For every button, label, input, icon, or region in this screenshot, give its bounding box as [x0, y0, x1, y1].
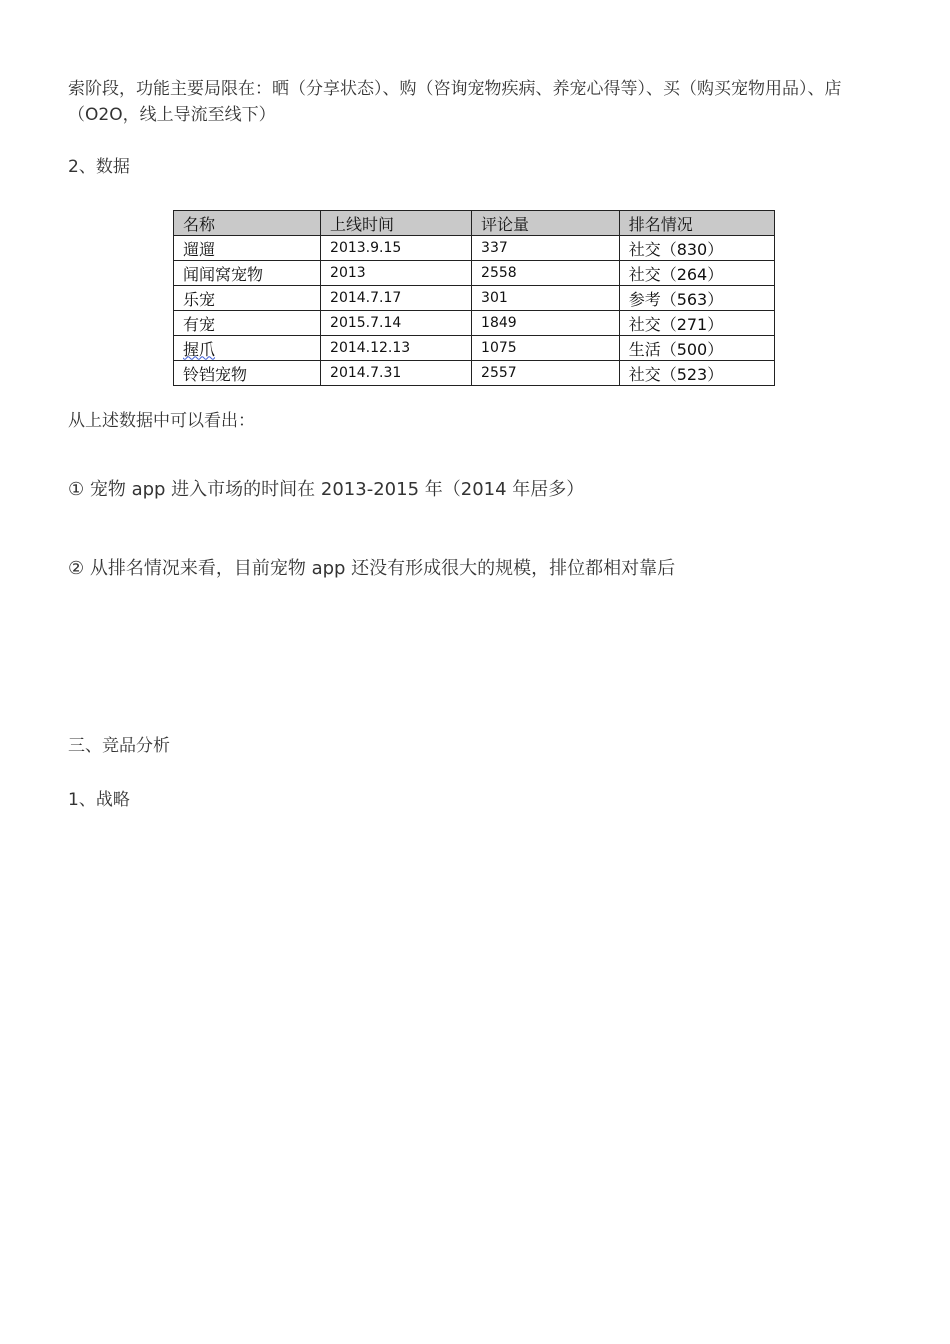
section-3-heading: 三、竞品分析: [68, 736, 170, 756]
observation-point-2: ② 从排名情况来看，目前宠物 app 还没有形成很大的规模，排位都相对靠后: [68, 558, 676, 579]
cell-ranking: 社交（523）: [619, 361, 774, 386]
table-row: [174, 311, 775, 336]
header-review-count: 评论量: [472, 211, 620, 236]
table-row: [174, 261, 775, 286]
cell-ranking: 社交（264）: [619, 261, 774, 286]
strategy-heading: 1、战略: [68, 790, 130, 810]
header-launch-date: 上线时间: [321, 211, 472, 236]
intro-paragraph: 索阶段，功能主要局限在：晒（分享状态）、购（咨询宠物疾病、养宠心得等）、买（购买宠物用品）、店（O2O，线上导流至线下）: [68, 79, 842, 125]
cell-review-count: 337: [472, 236, 620, 261]
observation-intro: 从上述数据中可以看出：: [68, 411, 255, 431]
cell-launch-date: 2014.12.13: [321, 336, 472, 361]
cell-name: 有宠: [174, 311, 321, 336]
cell-review-count: 1075: [472, 336, 620, 361]
cell-name: 乐宠: [174, 286, 321, 311]
cell-ranking: 社交（271）: [619, 311, 774, 336]
header-name: 名称: [174, 211, 321, 236]
cell-ranking: 生活（500）: [619, 336, 774, 361]
app-data-table: [173, 210, 775, 386]
cell-launch-date: 2015.7.14: [321, 311, 472, 336]
header-ranking: 排名情况: [619, 211, 774, 236]
cell-name: [174, 336, 321, 361]
cell-launch-date: 2014.7.17: [321, 286, 472, 311]
cell-review-count: 1849: [472, 311, 620, 336]
cell-launch-date: 2014.7.31: [321, 361, 472, 386]
table-row: [174, 236, 775, 261]
cell-name: 遛遛: [174, 236, 321, 261]
cell-name: 闻闻窝宠物: [174, 261, 321, 286]
observation-point-1: ① 宠物 app 进入市场的时间在 2013-2015 年（2014 年居多）: [68, 479, 585, 500]
cell-name: 铃铛宠物: [174, 361, 321, 386]
cell-ranking: 参考（563）: [619, 286, 774, 311]
cell-launch-date: 2013.9.15: [321, 236, 472, 261]
table-row: [174, 361, 775, 386]
cell-review-count: 301: [472, 286, 620, 311]
table-row: [174, 336, 775, 361]
table-header-row: [174, 211, 775, 236]
spellcheck-underlined-name: 握爪: [183, 339, 216, 359]
cell-review-count: 2557: [472, 361, 620, 386]
table-row: [174, 286, 775, 311]
cell-review-count: 2558: [472, 261, 620, 286]
cell-launch-date: 2013: [321, 261, 472, 286]
cell-ranking: 社交（830）: [619, 236, 774, 261]
data-heading: 2、数据: [68, 157, 130, 177]
